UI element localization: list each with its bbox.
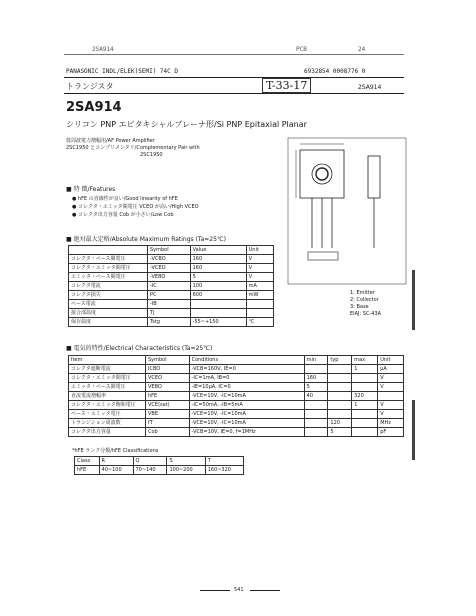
- feature-item: ● hFE の直線性が良い/Good linearity of hFE: [72, 196, 178, 202]
- elec-cell: [328, 392, 352, 401]
- elec-cell: 1: [352, 365, 378, 374]
- package-mounting-hole-inner: [316, 168, 328, 180]
- rating-cell: mA: [246, 282, 273, 291]
- elec-cell: トランジション周波数: [69, 419, 146, 428]
- elec-cell: μA: [378, 365, 404, 374]
- rating-cell: mW: [246, 291, 273, 300]
- part-number-right: 2SA914: [358, 84, 382, 91]
- rating-cell: コレクタ損失: [69, 291, 148, 300]
- rating-cell: 600: [190, 291, 246, 300]
- rating-cell: -55~+150: [190, 318, 246, 327]
- header-rule: [64, 77, 404, 78]
- ratings-table: [68, 245, 274, 327]
- hfe-col-header: Class: [75, 457, 100, 466]
- rating-cell: エミッタ・ベース間電圧: [69, 273, 148, 282]
- features-heading: ■ 特 徴/Features: [66, 186, 116, 193]
- electrical-col-header: Item: [69, 356, 146, 365]
- elec-cell: 5: [304, 383, 328, 392]
- rating-cell: ℃: [246, 318, 273, 327]
- elec-cell: [352, 410, 378, 419]
- rating-cell: [246, 309, 273, 318]
- fax-header-rule: [64, 54, 404, 55]
- package-drawing: [286, 136, 412, 286]
- elec-cell: [304, 401, 328, 410]
- maker-line: PANASONIC INDL/ELEK(SEMI) 74C D: [66, 68, 178, 75]
- elec-cell: fT: [146, 419, 190, 428]
- elec-cell: -IC=1mA, IB=0: [189, 374, 304, 383]
- rating-cell: -VCEO: [148, 264, 191, 273]
- package-pin-label: 1: Emitter: [350, 290, 375, 296]
- handwritten-code: T-33-17: [262, 78, 311, 93]
- footer-rule-left: [200, 590, 230, 591]
- electrical-col-header: max: [352, 356, 378, 365]
- elec-cell: -VCE=10V, -IC=10mA: [189, 392, 304, 401]
- elec-cell: V: [378, 383, 404, 392]
- elec-cell: [304, 365, 328, 374]
- package-pin-box: [308, 252, 338, 260]
- elec-cell: [352, 419, 378, 428]
- part-subtitle: シリコン PNP エピタキシャルプレーナ形/Si PNP Epitaxial Planar: [66, 120, 307, 129]
- package-pin-label: 3: Base: [350, 304, 369, 310]
- elec-cell: VCE(sat): [146, 401, 190, 410]
- hfe-col-header: S: [167, 457, 205, 466]
- maker-code: 6932854 0008776 0: [304, 68, 366, 75]
- package-side-view: [368, 156, 380, 198]
- rating-cell: [246, 300, 273, 309]
- rating-cell: 100: [190, 282, 246, 291]
- electrical-col-header: Conditions: [189, 356, 304, 365]
- ratings-heading: ■ 絶対最大定格/Absolute Maximum Ratings (Ta=25℃): [66, 236, 227, 243]
- elec-cell: 320: [352, 392, 378, 401]
- rating-cell: 接合部温度: [69, 309, 148, 318]
- elec-cell: コレクタ出力容量: [69, 428, 146, 437]
- ratings-col-header: Value: [190, 246, 246, 255]
- elec-cell: [328, 410, 352, 419]
- elec-cell: -IE=10μA, IC=0: [189, 383, 304, 392]
- rating-cell: コレクタ電流: [69, 282, 148, 291]
- hfe-cell: 160~320: [205, 466, 243, 475]
- elec-cell: -VCB=10V, IE=0, f=1MHz: [189, 428, 304, 437]
- elec-cell: [304, 428, 328, 437]
- rating-cell: 160: [190, 255, 246, 264]
- rating-cell: コレクタ・エミッタ間電圧: [69, 264, 148, 273]
- hfe-cell: 40~100: [99, 466, 133, 475]
- rating-cell: -IB: [148, 300, 191, 309]
- hfe-col-header: T: [205, 457, 243, 466]
- elec-cell: -IC=50mA, -IB=5mA: [189, 401, 304, 410]
- application-line-3: 2SC1950: [140, 152, 163, 158]
- elec-cell: [328, 401, 352, 410]
- rating-cell: コレクタ・ベース間電圧: [69, 255, 148, 264]
- elec-cell: コレクタ遮断電流: [69, 365, 146, 374]
- rating-cell: 160: [190, 264, 246, 273]
- elec-cell: Cob: [146, 428, 190, 437]
- hfe-class-heading: *hFE ランク分類/hFE Classifications: [72, 448, 159, 454]
- electrical-col-header: typ: [328, 356, 352, 365]
- rating-cell: Tj: [148, 309, 191, 318]
- hfe-col-header: Q: [133, 457, 167, 466]
- elec-cell: [328, 374, 352, 383]
- hfe-col-header: R: [99, 457, 133, 466]
- elec-cell: V: [378, 410, 404, 419]
- elec-cell: VCEO: [146, 374, 190, 383]
- electrical-col-header: Symbol: [146, 356, 190, 365]
- elec-cell: 160: [304, 374, 328, 383]
- hfe-cell: 70~140: [133, 466, 167, 475]
- fax-header-mid: PCB: [296, 46, 307, 53]
- package-mounting-hole: [312, 164, 332, 184]
- elec-cell: [304, 419, 328, 428]
- rating-cell: V: [246, 264, 273, 273]
- elec-cell: コレクタ・エミッタ飽和電圧: [69, 401, 146, 410]
- package-pin-label: 2: Collector: [350, 297, 379, 303]
- application-line-2: 2SC1950 とコンプリメンタリ/Complementary Pair with: [66, 145, 200, 151]
- elec-cell: 40: [304, 392, 328, 401]
- rating-cell: V: [246, 273, 273, 282]
- header-rule-2: [64, 93, 404, 94]
- ratings-col-header: Unit: [246, 246, 273, 255]
- elec-cell: ICBO: [146, 365, 190, 374]
- elec-cell: 直流電流増幅率: [69, 392, 146, 401]
- rating-cell: -IC: [148, 282, 191, 291]
- elec-cell: -VCE=10V, -IC=10mA: [189, 410, 304, 419]
- elec-cell: 1: [352, 401, 378, 410]
- rating-cell: PC: [148, 291, 191, 300]
- elec-cell: コレクタ・エミッタ間電圧: [69, 374, 146, 383]
- elec-cell: pF: [378, 428, 404, 437]
- rating-cell: -VEBO: [148, 273, 191, 282]
- package-frame: [288, 138, 406, 284]
- elec-cell: V: [378, 401, 404, 410]
- elec-cell: [328, 383, 352, 392]
- elec-cell: 120: [328, 419, 352, 428]
- page-number: 541: [234, 587, 244, 593]
- rating-cell: [190, 300, 246, 309]
- electrical-col-header: min: [304, 356, 328, 365]
- footer-rule-right: [250, 590, 280, 591]
- elec-cell: VEBO: [146, 383, 190, 392]
- rating-cell: 5: [190, 273, 246, 282]
- rating-cell: [190, 309, 246, 318]
- hfe-cell: hFE: [75, 466, 100, 475]
- elec-cell: [304, 410, 328, 419]
- elec-cell: VBE: [146, 410, 190, 419]
- part-title: 2SA914: [66, 100, 122, 115]
- elec-cell: [378, 392, 404, 401]
- elec-cell: [328, 365, 352, 374]
- category-label: トランジスタ: [66, 82, 114, 91]
- rating-cell: ベース電流: [69, 300, 148, 309]
- scan-edge-mark: [412, 400, 415, 460]
- electrical-heading: ■ 電気的特性/Electrical Characteristics (Ta=25℃): [66, 345, 213, 352]
- package-eiaj-label: EIAJ: SC-43A: [350, 311, 382, 317]
- hfe-class-table: [74, 456, 244, 475]
- elec-cell: [352, 383, 378, 392]
- elec-cell: [352, 374, 378, 383]
- fax-header-left: 2SA914: [92, 46, 114, 53]
- elec-cell: [352, 428, 378, 437]
- rating-cell: 保存温度: [69, 318, 148, 327]
- elec-cell: -VCB=160V, IE=0: [189, 365, 304, 374]
- scan-edge-mark: [412, 270, 415, 330]
- feature-item: ● コレクタ・エミッタ間電圧 VCEO が高い/High VCEO: [72, 204, 199, 210]
- elec-cell: MHz: [378, 419, 404, 428]
- electrical-col-header: Unit: [378, 356, 404, 365]
- elec-cell: -VCE=10V, -IC=10mA: [189, 419, 304, 428]
- fax-header-right: 24: [358, 46, 366, 53]
- hfe-cell: 100~200: [167, 466, 205, 475]
- ratings-col-header: Symbol: [148, 246, 191, 255]
- elec-cell: エミッタ・ベース間電圧: [69, 383, 146, 392]
- rating-cell: -VCBO: [148, 255, 191, 264]
- elec-cell: V: [378, 374, 404, 383]
- application-line-1: 低周波電力増幅用/AF Power Amplifier: [66, 138, 155, 144]
- elec-cell: ベース・エミッタ電圧: [69, 410, 146, 419]
- elec-cell: hFE: [146, 392, 190, 401]
- rating-cell: V: [246, 255, 273, 264]
- electrical-table: [68, 355, 404, 437]
- ratings-col-header: [69, 246, 148, 255]
- rating-cell: Tstg: [148, 318, 191, 327]
- elec-cell: 5: [328, 428, 352, 437]
- package-body: [300, 150, 344, 198]
- feature-item: ● コレクタ出力容量 Cob が小さい/Low Cob: [72, 212, 174, 218]
